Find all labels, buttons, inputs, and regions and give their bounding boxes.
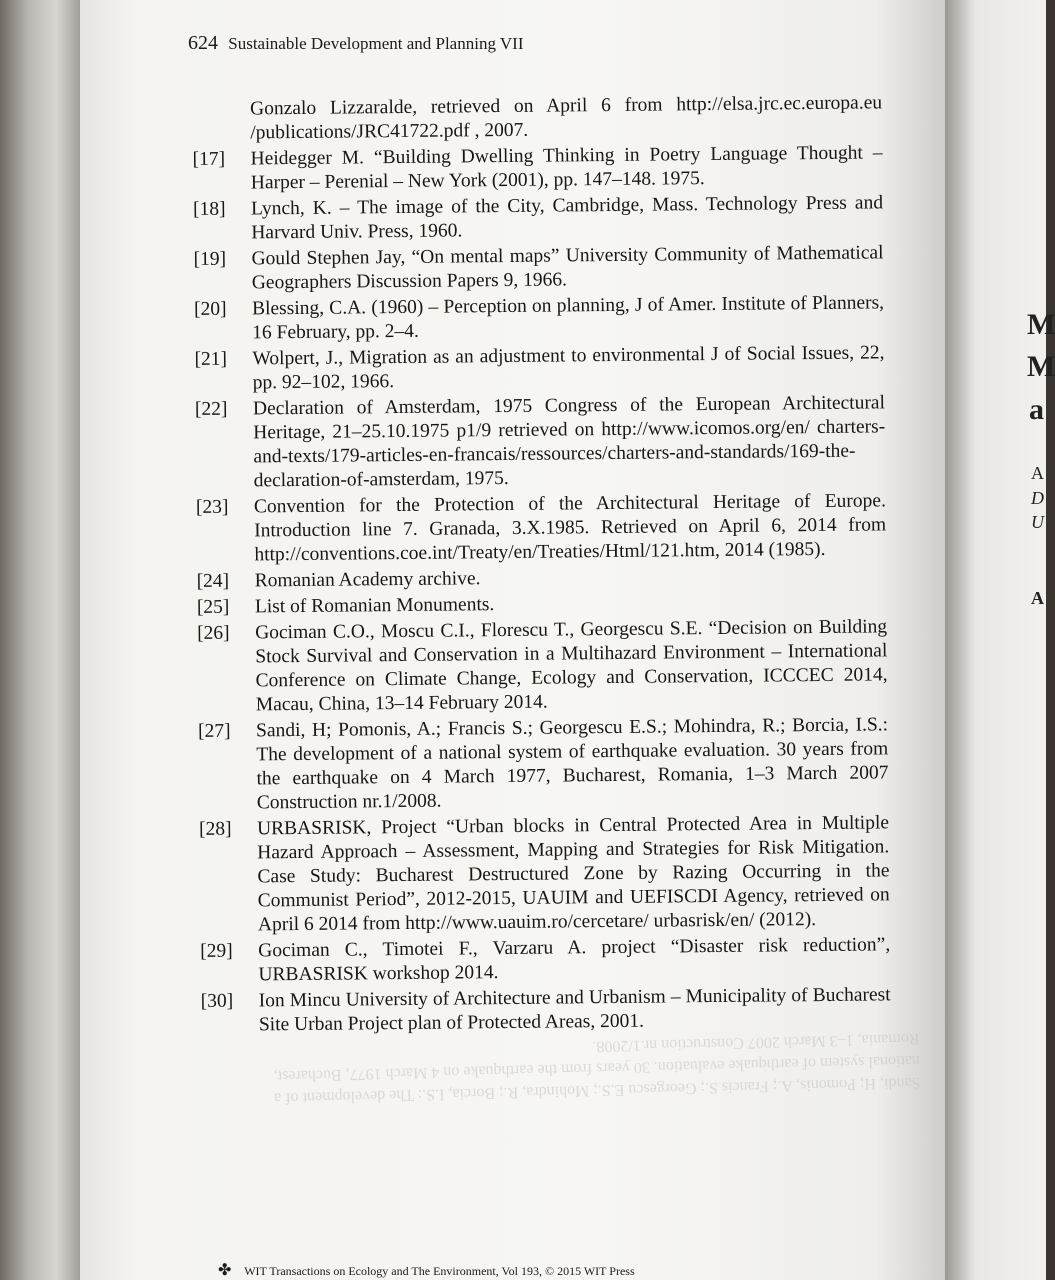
reference-item xyxy=(201,983,891,1038)
reference-number: [21] xyxy=(194,348,228,370)
reference-number: [28] xyxy=(198,818,232,840)
reference-number: [25] xyxy=(196,596,230,618)
reference-number: [17] xyxy=(192,148,226,170)
publisher-logo-icon: ✤ xyxy=(218,1262,232,1279)
reference-text: Convention for the Protection of the Architectural Heritage of Europe. Introduction line 7. Granada, 3.X.1985. Retrieved on April 6, 2014 from http://conventions.coe.int/Treaty/en/Treaties/Html/121.htm, 2014 (1985). xyxy=(253,490,887,566)
reference-number: [20] xyxy=(193,298,227,320)
running-head-title: Sustainable Development and Planning VII xyxy=(228,34,524,53)
reference-text: Heidegger M. “Building Dwelling Thinking in Poetry Language Thought – Harper – Perenial – New York (2001), pp. 147–148. 1975. xyxy=(250,142,883,194)
reference-text: Declaration of Amsterdam, 1975 Congress of the European Architectural Heritage, 21–25.10.1975 p1/9 retrieved on http://www.icomos.org/en/ charters-and-texts/179-articles-en-francais/ressources/charters-and-standards/169-the-declaration-of-amsterdam, 1975. xyxy=(252,392,886,492)
reference-number: [26] xyxy=(197,622,230,644)
book-page-edges xyxy=(0,0,80,1280)
reference-number: [27] xyxy=(197,720,231,742)
facing-page-fragment: A xyxy=(1031,463,1044,483)
facing-page-fragment: U xyxy=(1031,512,1044,532)
reference-text: Gociman C.O., Moscu C.I., Florescu T., Georgescu S.E. “Decision on Building Stock Survival and Conservation in a Multihazard Environment – International Conference on Climate Change, Ecology and Conservation, ICCCEC 2014, Macau, China, 13–14 February 2014. xyxy=(255,616,888,716)
reference-text: Ion Mincu University of Architecture and Urbanism – Municipality of Bucharest Site Urban Project plan of Protected Areas, 2001. xyxy=(258,984,891,1036)
facing-page-fragment: A xyxy=(1031,588,1044,608)
reference-item xyxy=(192,91,882,146)
reference-number: [24] xyxy=(196,570,230,592)
reference-number: [19] xyxy=(193,248,227,270)
reference-number: [30] xyxy=(200,990,234,1012)
reference-text: URBASRISK, Project “Urban blocks in Central Protected Area in Multiple Hazard Approach – Assessment, Mapping and Strategies for Risk Mitigation. Case Study: Bucharest Destructured Zone by Razing Occurring in the Communist Period”, 2012-2015, UAUIM and UEFISCDI Agency, retrieved on April 6 2014 from http://www.uauim.ro/cercetare/ urbasrisk/en/ (2012). xyxy=(256,812,890,936)
reference-item xyxy=(198,713,889,816)
reference-item xyxy=(195,391,886,494)
reference-number: [22] xyxy=(194,398,228,420)
page-footer xyxy=(218,1260,635,1280)
show-through-text-line: Sandi, H; Pomonis, A.; Francis S.; Georgescu E.S.; Mohindra, R.; Borcia, I.S.: The development of a national system of earthquake evaluation. 30 years from the earthquake on 4 March 1977, Bucharest, Romania, 1–3 March 2007 Construction nr.1/2008. xyxy=(273,1029,921,1107)
reference-item xyxy=(197,615,888,718)
facing-page-fragment: a xyxy=(1029,393,1044,426)
reference-text: Gould Stephen Jay, “On mental maps” University Community of Mathematical Geographers Discussion Papers 9, 1966. xyxy=(251,242,884,294)
reference-item xyxy=(199,811,890,938)
page-number: 624 xyxy=(188,32,218,54)
reference-text: Gociman C., Timotei F., Varzaru A. project “Disaster risk reduction”, URBASRISK workshop 2014. xyxy=(258,934,891,986)
reference-item xyxy=(193,241,883,296)
reference-text: Gonzalo Lizzaralde, retrieved on April 6 from http://elsa.jrc.ec.europa.eu /publications/JRC41722.pdf , 2007. xyxy=(250,92,883,144)
reference-text: List of Romanian Monuments. xyxy=(254,594,495,618)
facing-page-fragment: M xyxy=(1027,308,1055,341)
reference-text: Romanian Academy archive. xyxy=(254,568,481,592)
show-through-text xyxy=(259,1027,920,1109)
facing-page-fragment: M xyxy=(1027,350,1055,383)
facing-page xyxy=(945,0,1055,1280)
reference-number: [23] xyxy=(195,496,229,518)
reference-text: Lynch, K. – The image of the City, Cambridge, Mass. Technology Press and Harvard Univ. Press, 1960. xyxy=(250,192,884,244)
reference-item xyxy=(194,291,884,346)
facing-page-fragment: D xyxy=(1031,488,1044,508)
reference-number: [18] xyxy=(192,198,226,220)
reference-text: Blessing, C.A. (1960) – Perception on planning, J of Amer. Institute of Planners, 16 February, pp. 2–4. xyxy=(251,292,885,344)
reference-item xyxy=(200,933,890,988)
running-head xyxy=(188,32,524,55)
footer-text: WIT Transactions on Ecology and The Environment, Vol 193, © 2015 WIT Press xyxy=(244,1264,635,1278)
reference-item xyxy=(196,489,887,568)
reference-item xyxy=(192,141,882,196)
reference-list xyxy=(192,91,891,1040)
reference-text: Sandi, H; Pomonis, A.; Francis S.; Georgescu E.S.; Mohindra, R.; Borcia, I.S.: The development of a national system of earthquake evaluation. 30 years from the earthquake on 4 March 1977, Bucharest, Romania, 1–3 March 2007 Construction nr.1/2008. xyxy=(255,714,889,814)
reference-item xyxy=(194,341,884,396)
reference-item xyxy=(193,191,883,246)
reference-number: [29] xyxy=(200,940,233,962)
book-page xyxy=(80,0,945,1280)
reference-text: Wolpert, J., Migration as an adjustment to environmental J of Social Issues, 22, pp. 92–102, 1966. xyxy=(252,342,885,394)
